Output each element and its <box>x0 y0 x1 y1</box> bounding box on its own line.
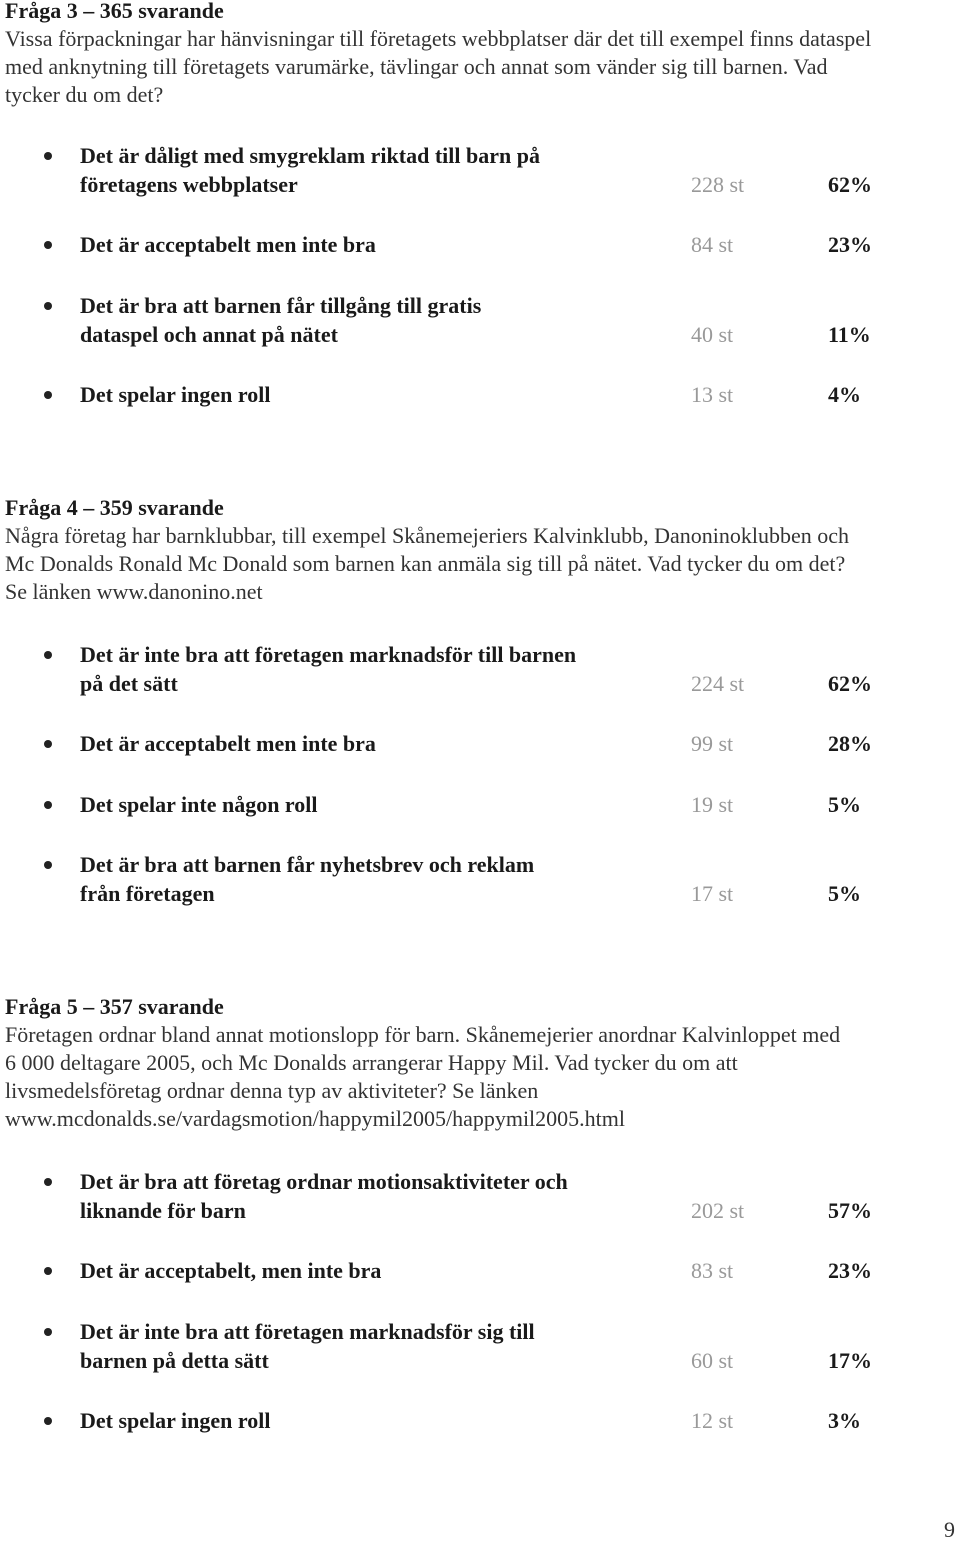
option-percent: 5% <box>828 881 861 906</box>
option-count: 40 st <box>691 322 734 347</box>
option-count: 17 st <box>691 881 734 906</box>
option-percent: 4% <box>828 382 861 407</box>
page-number: 9 <box>944 1517 955 1542</box>
question-text-line: Se länken www.danonino.net <box>5 579 263 604</box>
question-text <box>5 25 955 109</box>
option-label-line: Det är bra att barnen får nyhetsbrev och reklam <box>80 852 535 877</box>
option-label-line: Det är acceptabelt men inte bra <box>80 731 376 756</box>
option-label-line: Det är bra att barnen får tillgång till gratis <box>80 293 482 318</box>
option-percent: 17% <box>828 1348 872 1373</box>
option-label-line: liknande för barn <box>80 1198 246 1223</box>
option-percent: 57% <box>828 1198 872 1223</box>
question-text-line: Företagen ordnar bland annat motionslopp för barn. Skånemejerier anordnar Kalvinloppet med <box>5 1022 841 1047</box>
option-label <box>80 1406 680 1435</box>
option-label-line: på det sätt <box>80 671 178 696</box>
option-count: 224 st <box>691 671 745 696</box>
option-label-line: Det är bra att företag ordnar motionsaktiviteter och <box>80 1169 568 1194</box>
option-label <box>80 230 680 259</box>
option-count: 99 st <box>691 731 734 756</box>
option-percent: 23% <box>828 232 872 257</box>
question-text-line: tycker du om det? <box>5 82 164 107</box>
option-label <box>80 640 680 698</box>
option-label <box>80 1317 680 1375</box>
bullet-icon <box>44 1417 52 1425</box>
question-text-line: Några företag har barnklubbar, till exempel Skånemejeriers Kalvinklubb, Danoninoklubben och <box>5 523 850 548</box>
bullet-icon <box>44 1178 52 1186</box>
option-percent: 11% <box>828 322 871 347</box>
option-label-line: Det spelar ingen roll <box>80 1408 271 1433</box>
option-label-line: Det spelar ingen roll <box>80 382 271 407</box>
bullet-icon <box>44 241 52 249</box>
bullet-icon <box>44 861 52 869</box>
option-label-line: från företagen <box>80 881 215 906</box>
question-text-line: med anknytning till företagets varumärke, tävlingar och annat som vänder sig till barnen. Vad <box>5 54 828 79</box>
option-label-line: Det spelar inte någon roll <box>80 792 318 817</box>
question-heading: Fråga 3 – 365 svarande <box>5 0 224 23</box>
bullet-icon <box>44 1267 52 1275</box>
option-label-line: Det är dåligt med smygreklam riktad till barn på <box>80 143 540 168</box>
question-text-line: 6 000 deltagare 2005, och Mc Donalds arrangerar Happy Mil. Vad tycker du om att <box>5 1050 738 1075</box>
option-percent: 23% <box>828 1258 872 1283</box>
option-label <box>80 790 680 819</box>
option-count: 84 st <box>691 232 734 257</box>
option-count: 12 st <box>691 1408 734 1433</box>
question-text-line: Vissa förpackningar har hänvisningar till företagets webbplatser där det till exempel finns dataspel <box>5 26 872 51</box>
option-label-line: Det är inte bra att företagen marknadsför sig till <box>80 1319 535 1344</box>
option-count: 60 st <box>691 1348 734 1373</box>
option-count: 19 st <box>691 792 734 817</box>
option-label-line: dataspel och annat på nätet <box>80 322 338 347</box>
question-heading: Fråga 4 – 359 svarande <box>5 495 224 520</box>
question-text-line: livsmedelsföretag ordnar denna typ av aktiviteter? Se länken <box>5 1078 539 1103</box>
option-label-line: Det är acceptabelt men inte bra <box>80 232 376 257</box>
option-label-line: Det är acceptabelt, men inte bra <box>80 1258 382 1283</box>
option-label <box>80 141 680 199</box>
option-percent: 3% <box>828 1408 861 1433</box>
option-percent: 62% <box>828 671 872 696</box>
bullet-icon <box>44 391 52 399</box>
option-label <box>80 1256 680 1285</box>
question-text <box>5 1021 955 1133</box>
question-heading: Fråga 5 – 357 svarande <box>5 994 224 1019</box>
option-label <box>80 291 680 349</box>
option-label <box>80 1167 680 1225</box>
option-percent: 5% <box>828 792 861 817</box>
option-count: 13 st <box>691 382 734 407</box>
option-label <box>80 850 680 908</box>
bullet-icon <box>44 651 52 659</box>
bullet-icon <box>44 1328 52 1336</box>
option-label-line: företagens webbplatser <box>80 172 298 197</box>
option-count: 83 st <box>691 1258 734 1283</box>
bullet-icon <box>44 152 52 160</box>
option-percent: 62% <box>828 172 872 197</box>
option-label <box>80 729 680 758</box>
option-label-line: barnen på detta sätt <box>80 1348 269 1373</box>
question-text-line: Mc Donalds Ronald Mc Donald som barnen kan anmäla sig till på nätet. Vad tycker du om det? <box>5 551 846 576</box>
option-label <box>80 380 680 409</box>
bullet-icon <box>44 740 52 748</box>
bullet-icon <box>44 302 52 310</box>
option-label-line: Det är inte bra att företagen marknadsför till barnen <box>80 642 577 667</box>
option-count: 228 st <box>691 172 745 197</box>
question-text <box>5 522 955 606</box>
bullet-icon <box>44 801 52 809</box>
option-percent: 28% <box>828 731 872 756</box>
option-count: 202 st <box>691 1198 745 1223</box>
question-text-line: www.mcdonalds.se/vardagsmotion/happymil2005/happymil2005.html <box>5 1106 626 1131</box>
